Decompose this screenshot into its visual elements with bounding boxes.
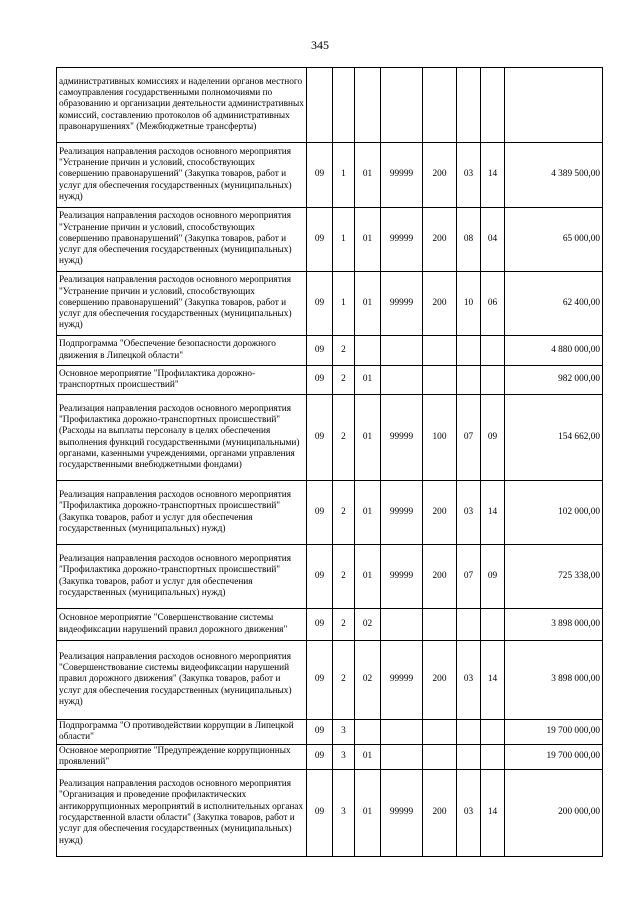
subprogram-code-cell: 3 (333, 720, 355, 745)
amount-cell: 3 898 000,00 (505, 641, 603, 720)
subprogram-code-cell (333, 68, 355, 143)
subsection-cell (481, 745, 505, 770)
main-activity-code-cell: 01 (355, 770, 381, 857)
description-cell: Подпрограмма "О противодействии коррупции в Липецкой области" (57, 720, 307, 745)
section-cell (457, 609, 481, 641)
amount-cell: 65 000,00 (505, 208, 603, 272)
subprogram-code-cell: 3 (333, 745, 355, 770)
main-activity-code-cell: 01 (355, 366, 381, 395)
amount-cell (505, 68, 603, 143)
description-cell: Реализация направления расходов основного мероприятия "Профилактика дорожно-транспортных происшествий" (Закупка товаров, работ и услуг для обеспечения государственных (муниципальных) нужд) (57, 545, 307, 609)
table-row (57, 68, 603, 143)
subprogram-code-cell: 2 (333, 641, 355, 720)
expense-direction-cell (381, 336, 423, 366)
description-cell: Подпрограмма "Обеспечение безопасности дорожного движения в Липецкой области" (57, 336, 307, 366)
section-cell: 10 (457, 272, 481, 336)
subprogram-code-cell: 1 (333, 143, 355, 208)
amount-cell: 19 700 000,00 (505, 745, 603, 770)
subsection-cell (481, 609, 505, 641)
subprogram-code-cell: 1 (333, 208, 355, 272)
table-row (57, 641, 603, 720)
subsection-cell (481, 366, 505, 395)
section-cell: 03 (457, 641, 481, 720)
program-code-cell: 09 (307, 395, 333, 481)
amount-cell: 4 880 000,00 (505, 336, 603, 366)
table-row (57, 770, 603, 857)
subsection-cell: 14 (481, 481, 505, 545)
section-cell (457, 366, 481, 395)
description-cell: Основное мероприятие "Профилактика дорожно-транспортных происшествий" (57, 366, 307, 395)
expense-type-cell (423, 366, 457, 395)
description-cell: Основное мероприятие "Совершенствование системы видеофиксации нарушений правил дорожного движения" (57, 609, 307, 641)
section-cell (457, 68, 481, 143)
expense-type-cell: 200 (423, 208, 457, 272)
subprogram-code-cell: 2 (333, 395, 355, 481)
description-cell: административных комиссиях и наделении органов местного самоуправления государственными полномочиями по образованию и организации деятельности административных комиссий, составлению протоколов об административных правонарушениях" (Межбюджетные трансферты) (57, 68, 307, 143)
main-activity-code-cell (355, 720, 381, 745)
description-cell: Реализация направления расходов основного мероприятия "Совершенствование системы видеофиксации нарушений правил дорожного движения" (Закупка товаров, работ и услуг для обеспечения государственных (муниципальных) нужд) (57, 641, 307, 720)
section-cell: 08 (457, 208, 481, 272)
section-cell: 07 (457, 395, 481, 481)
expense-type-cell (423, 720, 457, 745)
expense-direction-cell: 99999 (381, 545, 423, 609)
table-row (57, 272, 603, 336)
description-cell: Реализация направления расходов основного мероприятия "Устранение причин и условий, способствующих совершению правонарушений" (Закупка товаров, работ и услуг для обеспечения государственных (муниципальных) нужд) (57, 272, 307, 336)
subprogram-code-cell: 1 (333, 272, 355, 336)
program-code-cell: 09 (307, 272, 333, 336)
amount-cell: 154 662,00 (505, 395, 603, 481)
main-activity-code-cell: 01 (355, 395, 381, 481)
subsection-cell: 06 (481, 272, 505, 336)
program-code-cell: 09 (307, 641, 333, 720)
section-cell: 03 (457, 770, 481, 857)
program-code-cell: 09 (307, 366, 333, 395)
main-activity-code-cell: 01 (355, 272, 381, 336)
expense-direction-cell: 99999 (381, 395, 423, 481)
section-cell (457, 336, 481, 366)
main-activity-code-cell: 01 (355, 208, 381, 272)
budget-table (56, 67, 603, 857)
subprogram-code-cell: 2 (333, 609, 355, 641)
section-cell: 07 (457, 545, 481, 609)
subprogram-code-cell: 2 (333, 366, 355, 395)
table-row (57, 481, 603, 545)
amount-cell: 19 700 000,00 (505, 720, 603, 745)
section-cell: 03 (457, 481, 481, 545)
program-code-cell: 09 (307, 545, 333, 609)
subsection-cell: 09 (481, 545, 505, 609)
expense-direction-cell: 99999 (381, 208, 423, 272)
amount-cell: 725 338,00 (505, 545, 603, 609)
main-activity-code-cell: 01 (355, 143, 381, 208)
subprogram-code-cell: 2 (333, 336, 355, 366)
expense-direction-cell: 99999 (381, 272, 423, 336)
section-cell: 03 (457, 143, 481, 208)
description-cell: Основное мероприятие "Предупреждение коррупционных проявлений" (57, 745, 307, 770)
expense-direction-cell (381, 745, 423, 770)
program-code-cell: 09 (307, 143, 333, 208)
expense-direction-cell (381, 68, 423, 143)
program-code-cell (307, 68, 333, 143)
main-activity-code-cell: 01 (355, 481, 381, 545)
expense-direction-cell: 99999 (381, 641, 423, 720)
subsection-cell: 14 (481, 641, 505, 720)
main-activity-code-cell (355, 68, 381, 143)
expense-type-cell (423, 336, 457, 366)
amount-cell: 4 389 500,00 (505, 143, 603, 208)
description-cell: Реализация направления расходов основного мероприятия "Профилактика дорожно-транспортных происшествий" (Расходы на выплаты персоналу в целях обеспечения выполнения функций государственными (муниципальными) органами, казенными учреждениями, органами управления государственными внебюджетными фондами) (57, 395, 307, 481)
description-cell: Реализация направления расходов основного мероприятия "Устранение причин и условий, способствующих совершению правонарушений" (Закупка товаров, работ и услуг для обеспечения государственных (муниципальных) нужд) (57, 208, 307, 272)
amount-cell: 62 400,00 (505, 272, 603, 336)
table-row (57, 208, 603, 272)
program-code-cell: 09 (307, 720, 333, 745)
program-code-cell: 09 (307, 208, 333, 272)
section-cell (457, 720, 481, 745)
expense-type-cell: 200 (423, 641, 457, 720)
table-row (57, 395, 603, 481)
table-row (57, 720, 603, 745)
subsection-cell (481, 68, 505, 143)
table-row (57, 609, 603, 641)
expense-type-cell: 200 (423, 143, 457, 208)
description-cell: Реализация направления расходов основного мероприятия "Устранение причин и условий, способствующих совершению правонарушений" (Закупка товаров, работ и услуг для обеспечения государственных (муниципальных) нужд) (57, 143, 307, 208)
expense-type-cell (423, 609, 457, 641)
table-row (57, 336, 603, 366)
subprogram-code-cell: 3 (333, 770, 355, 857)
table-row (57, 366, 603, 395)
main-activity-code-cell: 02 (355, 609, 381, 641)
subsection-cell (481, 720, 505, 745)
subsection-cell (481, 336, 505, 366)
amount-cell: 982 000,00 (505, 366, 603, 395)
table-row (57, 545, 603, 609)
section-cell (457, 745, 481, 770)
table-row (57, 745, 603, 770)
expense-type-cell: 100 (423, 395, 457, 481)
program-code-cell: 09 (307, 770, 333, 857)
expense-type-cell: 200 (423, 545, 457, 609)
expense-type-cell (423, 68, 457, 143)
main-activity-code-cell: 02 (355, 641, 381, 720)
subprogram-code-cell: 2 (333, 545, 355, 609)
main-activity-code-cell (355, 336, 381, 366)
expense-type-cell: 200 (423, 770, 457, 857)
expense-type-cell (423, 745, 457, 770)
subsection-cell: 14 (481, 143, 505, 208)
program-code-cell: 09 (307, 609, 333, 641)
amount-cell: 102 000,00 (505, 481, 603, 545)
description-cell: Реализация направления расходов основного мероприятия "Профилактика дорожно-транспортных происшествий" (Закупка товаров, работ и услуг для обеспечения государственных (муниципальных) нужд) (57, 481, 307, 545)
expense-direction-cell: 99999 (381, 770, 423, 857)
table-row (57, 143, 603, 208)
program-code-cell: 09 (307, 745, 333, 770)
program-code-cell: 09 (307, 336, 333, 366)
subsection-cell: 09 (481, 395, 505, 481)
expense-direction-cell (381, 366, 423, 395)
expense-direction-cell (381, 720, 423, 745)
page-number: 345 (311, 38, 329, 52)
amount-cell: 200 000,00 (505, 770, 603, 857)
main-activity-code-cell: 01 (355, 545, 381, 609)
subsection-cell: 04 (481, 208, 505, 272)
program-code-cell: 09 (307, 481, 333, 545)
expense-type-cell: 200 (423, 272, 457, 336)
main-activity-code-cell: 01 (355, 745, 381, 770)
expense-direction-cell (381, 609, 423, 641)
subprogram-code-cell: 2 (333, 481, 355, 545)
expense-direction-cell: 99999 (381, 143, 423, 208)
expense-direction-cell: 99999 (381, 481, 423, 545)
expense-type-cell: 200 (423, 481, 457, 545)
description-cell: Реализация направления расходов основного мероприятия "Организация и проведение профилактических антикоррупционных мероприятий в исполнительных органах государственной власти области" (Закупка товаров, работ и услуг для обеспечения государственных (муниципальных) нужд) (57, 770, 307, 857)
amount-cell: 3 898 000,00 (505, 609, 603, 641)
subsection-cell: 14 (481, 770, 505, 857)
